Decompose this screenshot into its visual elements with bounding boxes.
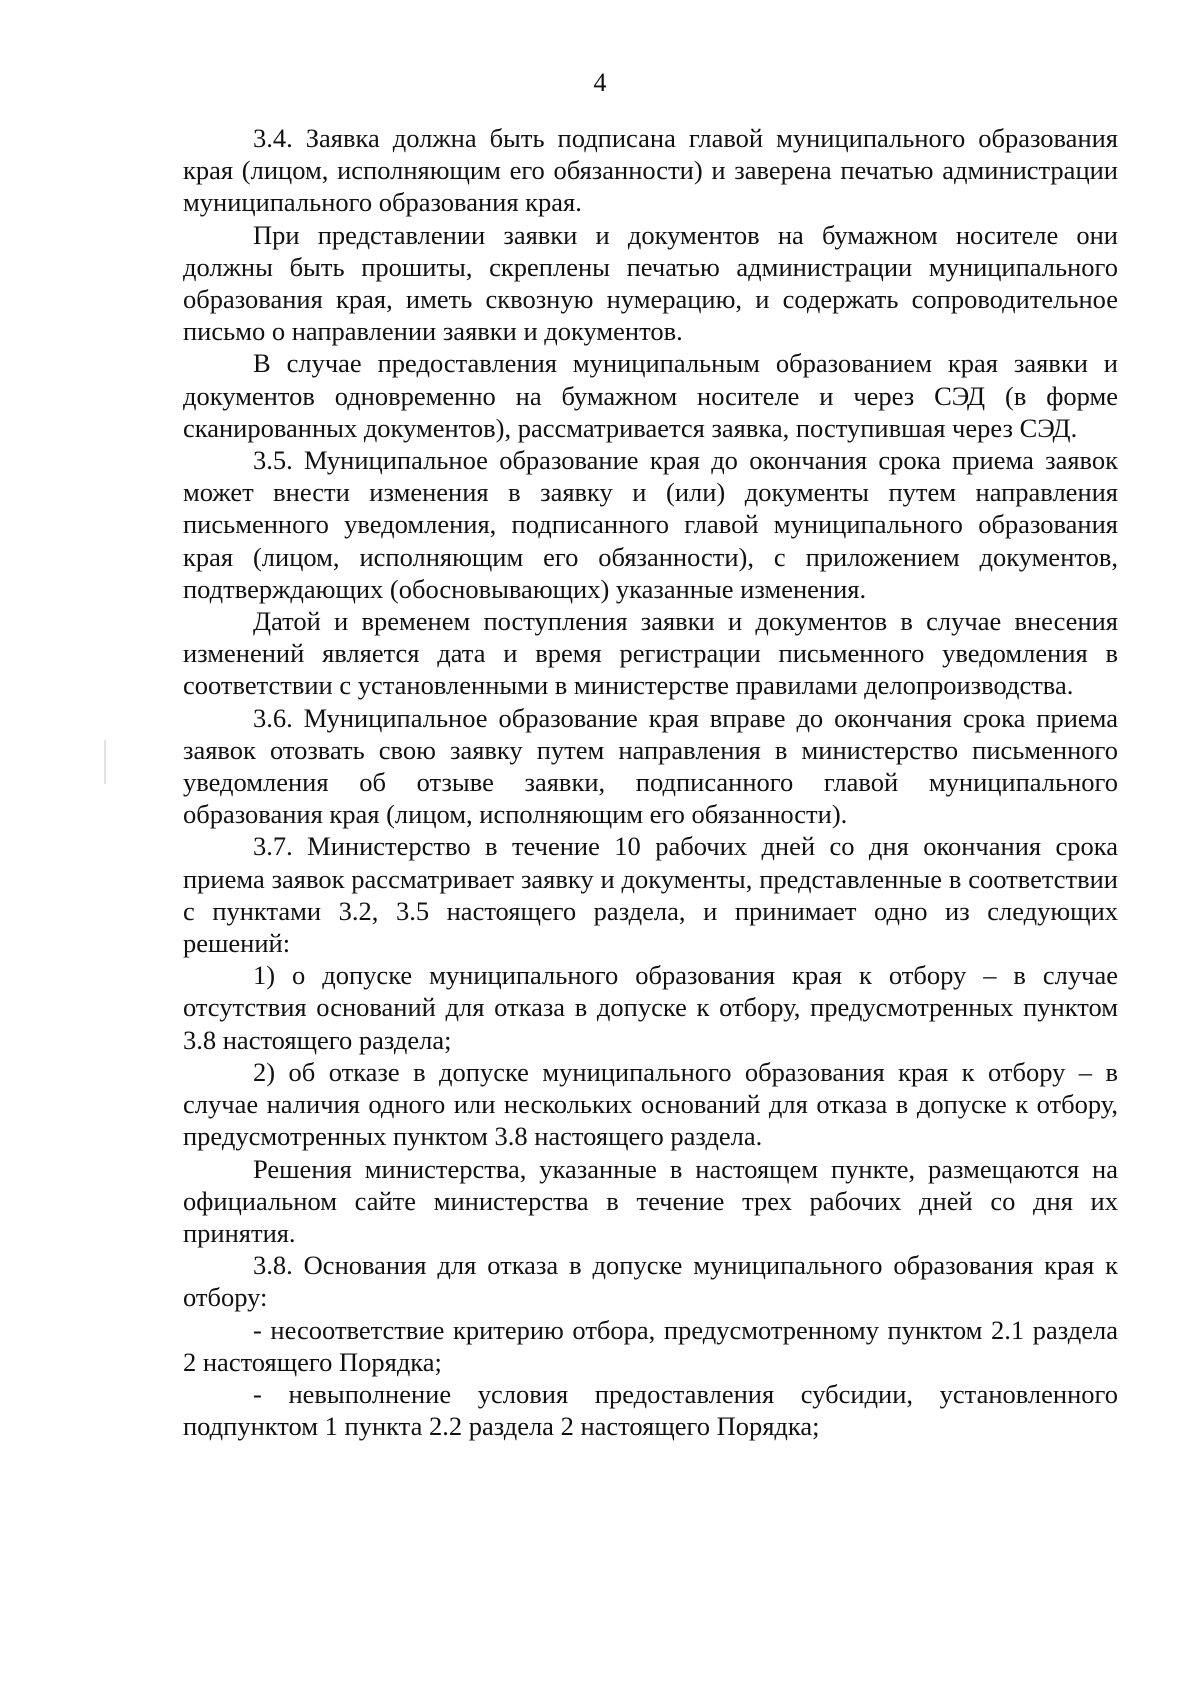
paragraph-decisions-publication: Решения министерства, указанные в настоящем пункте, размещаются на официальном сайте министерства в течение трех рабочих дней со дня их принятия. — [183, 1153, 1118, 1248]
paragraph-paper-submission: При представлении заявки и документов на бумажном носителе они должны быть прошиты, скреплены печатью администрации муниципального образования края, иметь сквозную нумерацию, и содержать сопроводительное письмо о направлении заявки и документов. — [183, 219, 1118, 347]
page-number: 4 — [593, 68, 607, 97]
paragraph-3-4: 3.4. Заявка должна быть подписана главой муниципального образования края (лицом, исполняющим его обязанности) и заверена печатью администрации муниципального образования края. — [183, 123, 1118, 218]
paragraph-3-6: 3.6. Муниципальное образование края вправе до окончания срока приема заявок отозвать свою заявку путем направления в министерство письменного уведомления об отзыве заявки, подписанного главой муниципального образования края (лицом, исполняющим его обязанности). — [183, 702, 1118, 830]
paragraph-sed-priority: В случае предоставления муниципальным образованием края заявки и документов одновременно на бумажном носителе и через СЭД (в форме сканированных документов), рассматривается заявка, поступившая через СЭД. — [183, 348, 1118, 443]
list-item-decision-2: 2) об отказе в допуске муниципального образования края к отбору – в случае наличия одного или нескольких оснований для отказа в допуске к отбору, предусмотренных пунктом 3.8 настоящего раздела. — [183, 1056, 1118, 1152]
document-body — [183, 122, 1118, 1442]
list-item-decision-1: 1) о допуске муниципального образования края к отбору – в случае отсутствия оснований для отказа в допуске к отбору, предусмотренных пунктом 3.8 настоящего раздела; — [183, 960, 1118, 1055]
paragraph-3-5: 3.5. Муниципальное образование края до окончания срока приема заявок может внести изменения в заявку и (или) документы путем направления письменного уведомления, подписанного главой муниципального образования края (лицом, исполняющим его обязанности), с приложением документов, подтверждающих (обосновывающих) указанные изменения. — [183, 445, 1118, 604]
list-item-ground-2: - невыполнение условия предоставления субсидии, установленного подпунктом 1 пункта 2.2 раздела 2 настоящего Порядка; — [183, 1378, 1118, 1442]
paragraph-3-7: 3.7. Министерство в течение 10 рабочих дней со дня окончания срока приема заявок рассматривает заявку и документы, представленные в соответствии с пунктами 3.2, 3.5 настоящего раздела, и принимает одно из следующих решений: — [183, 831, 1118, 959]
paragraph-change-date: Датой и временем поступления заявки и документов в случае внесения изменений является дата и время регистрации письменного уведомления в соответствии с установленными в министерстве правилами делопроизводства. — [183, 606, 1118, 701]
scan-margin-mark — [104, 740, 106, 784]
paragraph-3-8: 3.8. Основания для отказа в допуске муниципального образования края к отбору: — [183, 1250, 1118, 1313]
list-item-ground-1: - несоответствие критерию отбора, предусмотренному пунктом 2.1 раздела 2 настоящего Порядка; — [183, 1314, 1118, 1377]
